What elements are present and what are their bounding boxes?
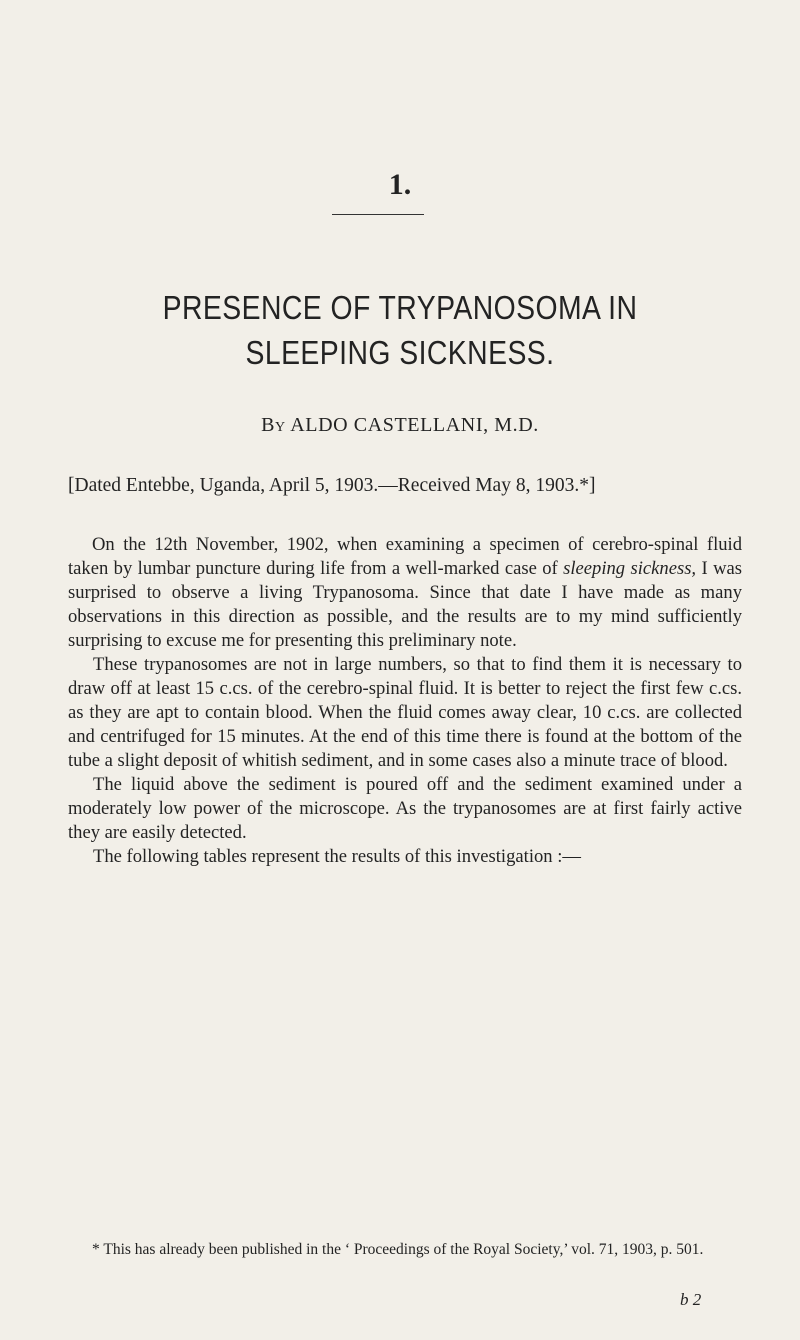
paragraph-1	[68, 533, 742, 653]
paragraph-1-italic: sleeping sickness,	[563, 558, 697, 579]
paragraph-2: These trypanosomes are not in large numbers, so that to find them it is necessary to draw off at least 15 c.cs. of the cerebro-spinal fluid. It is better to reject the first few c.cs. as they are apt to contain blood. When the fluid comes away clear, 10 c.cs. are collected and centrifuged for 15 minutes. At the end of this time there is found at the bottom of the tube a slight deposit of whitish sediment, and in some cases also a minute trace of blood.	[68, 654, 742, 771]
paragraph-4: The following tables represent the results of this investigation :—	[93, 846, 581, 867]
byline-by: By	[261, 414, 286, 436]
paragraph-1-end: I was surprised to observe a living Trypanosoma. Since that date I have made as many observations in this direction as possible, and the results are to my mind sufficiently surprising to excuse me for presenting this preliminary note.	[68, 558, 743, 651]
title-rule	[332, 214, 424, 215]
paragraph-3: The liquid above the sediment is poured off and the sediment examined under a moderately low power of the microscope. As the trypanosomes are at first fairly active they are easily detected.	[68, 774, 742, 843]
signature-mark: b 2	[680, 1290, 702, 1309]
byline-author: ALDO CASTELLANI, M.D.	[290, 414, 539, 436]
byline	[0, 414, 800, 437]
dated-line: [Dated Entebbe, Uganda, April 5, 1903.—Received May 8, 1903.*]	[68, 475, 596, 496]
article-body	[68, 533, 742, 869]
footnote: * This has already been published in the ‘ Proceedings of the Royal Society,’ vol. 71, 1903, p. 501.	[92, 1241, 704, 1258]
paragraph-1-start: On the 12th November, 1902, when examining a specimen of cerebro-spinal fluid taken by lumbar puncture during life from a well-marked case of	[68, 534, 742, 579]
page-number: 1.	[388, 168, 412, 201]
article-title: PRESENCE OF TRYPANOSOMA IN SLEEPING SICKNESS.	[162, 289, 638, 371]
